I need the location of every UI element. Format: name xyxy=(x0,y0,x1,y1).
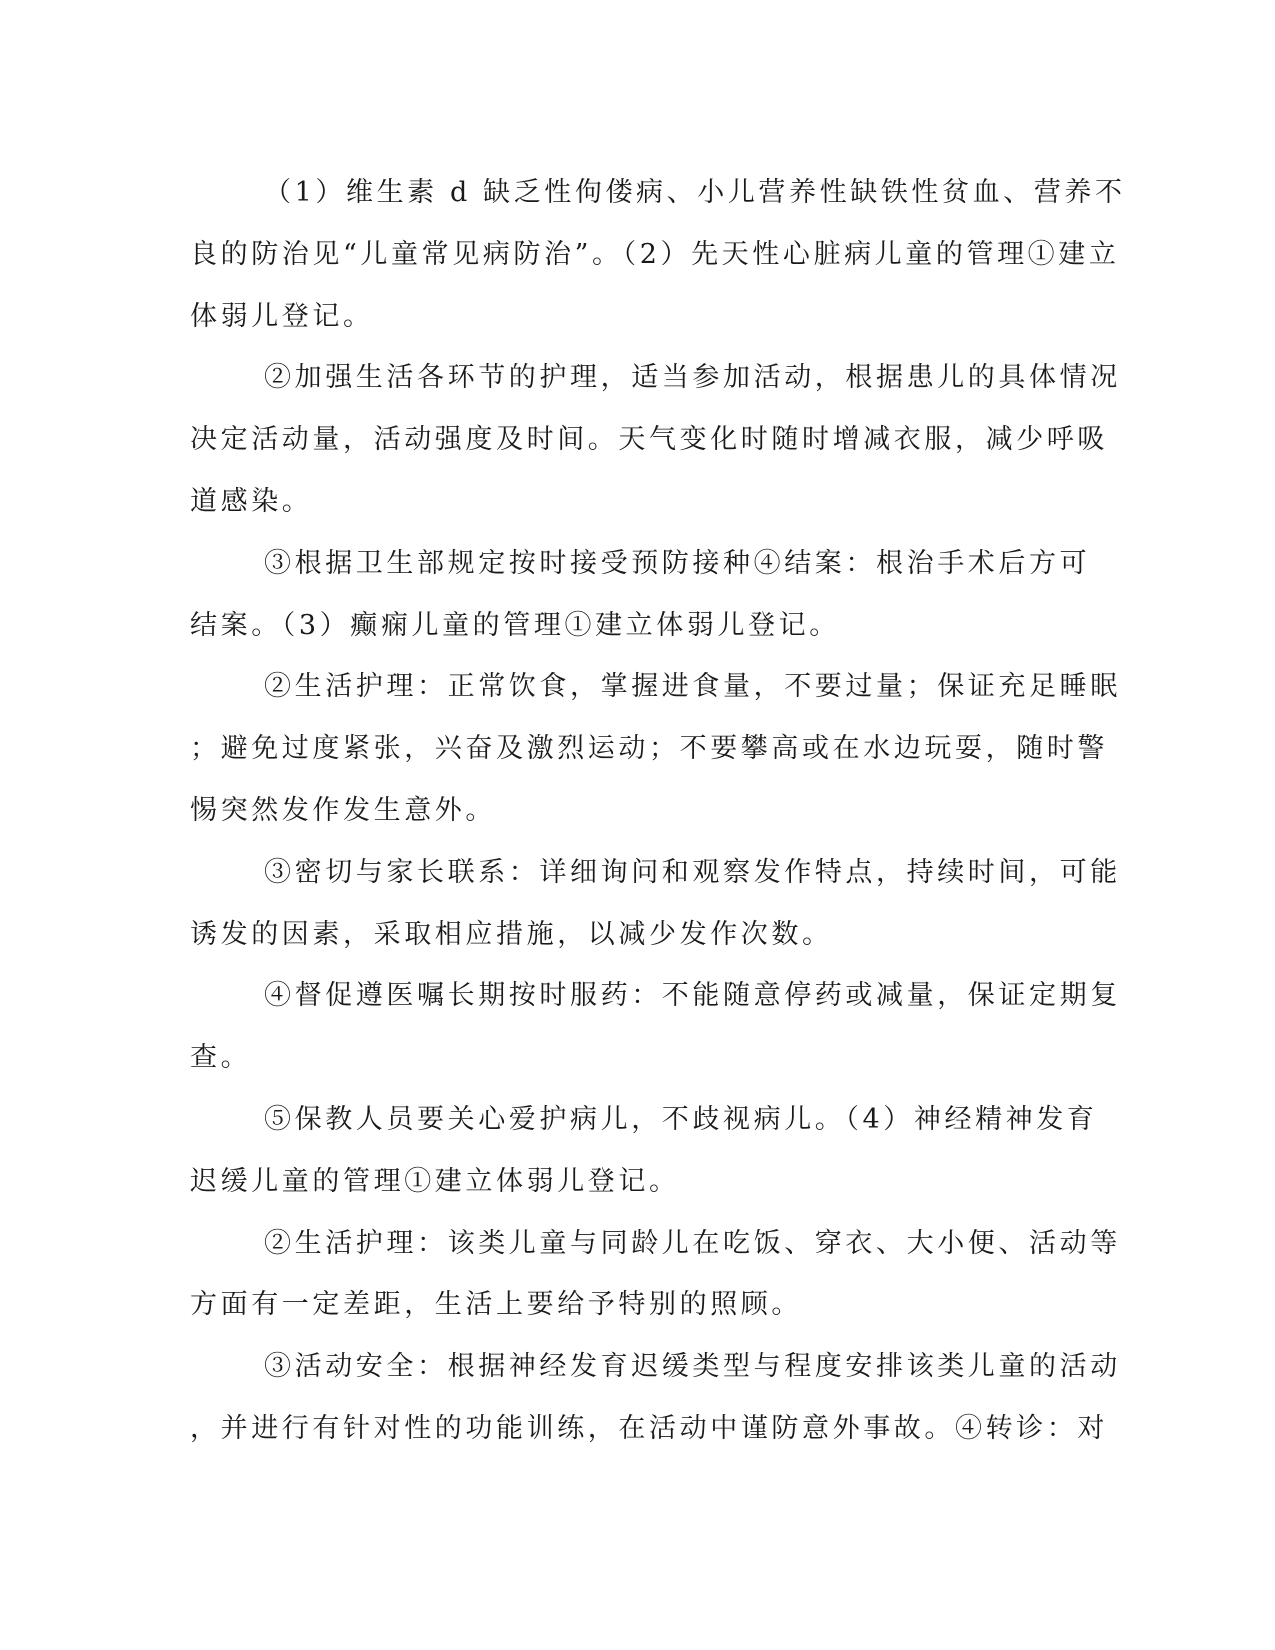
text-line: ②加强生活各环节的护理，适当参加活动，根据患儿的具体情况 xyxy=(264,362,1121,394)
text-line: ②生活护理：该类儿童与同龄儿在吃饭、穿衣、大小便、活动等 xyxy=(264,1227,1121,1259)
text-line: ⑤保教人员要关心爱护病儿，不歧视病儿。（4）神经精神发育 xyxy=(264,1103,1098,1135)
document-body xyxy=(190,162,1126,1460)
text-line: ②生活护理：正常饮食，掌握进食量，不要过量；保证充足睡眠 xyxy=(264,671,1121,703)
text-line: 方面有一定差距，生活上要给予特别的照顾。 xyxy=(190,1289,802,1321)
text-line: ，并进行有针对性的功能训练，在活动中谨防意外事故。④转诊：对 xyxy=(190,1412,1108,1444)
text-line: 惕突然发作发生意外。 xyxy=(190,794,496,826)
text-line: ；避免过度紧张，兴奋及激烈运动；不要攀高或在水边玩耍，随时警 xyxy=(190,733,1108,765)
text-line: 决定活动量，活动强度及时间。天气变化时随时增减衣服，减少呼吸 xyxy=(190,424,1108,456)
text-line: 体弱儿登记。 xyxy=(190,300,374,332)
text-line: ③活动安全：根据神经发育迟缓类型与程度安排该类儿童的活动 xyxy=(264,1351,1121,1383)
text-line: 诱发的因素，采取相应措施，以减少发作次数。 xyxy=(190,918,833,950)
text-line: 良的防治见“儿童常见病防治”。（2）先天性心脏病儿童的管理①建立 xyxy=(190,238,1120,270)
text-line: 道感染。 xyxy=(190,485,313,517)
text-line: 结案。（3）癫痫儿童的管理①建立体弱儿登记。 xyxy=(190,609,840,641)
text-line: 迟缓儿童的管理①建立体弱儿登记。 xyxy=(190,1165,680,1197)
text-line: ④督促遵医嘱长期按时服药：不能随意停药或减量，保证定期复 xyxy=(264,980,1121,1012)
text-line: 查。 xyxy=(190,1042,252,1074)
text-line: ③密切与家长联系：详细询问和观察发作特点，持续时间，可能 xyxy=(264,856,1121,888)
text-line: ③根据卫生部规定按时接受预防接种④结案：根治手术后方可 xyxy=(264,547,1091,579)
text-line: （1）维生素 d 缺乏性佝偻病、小儿营养性缺铁性贫血、营养不 xyxy=(264,177,1126,208)
